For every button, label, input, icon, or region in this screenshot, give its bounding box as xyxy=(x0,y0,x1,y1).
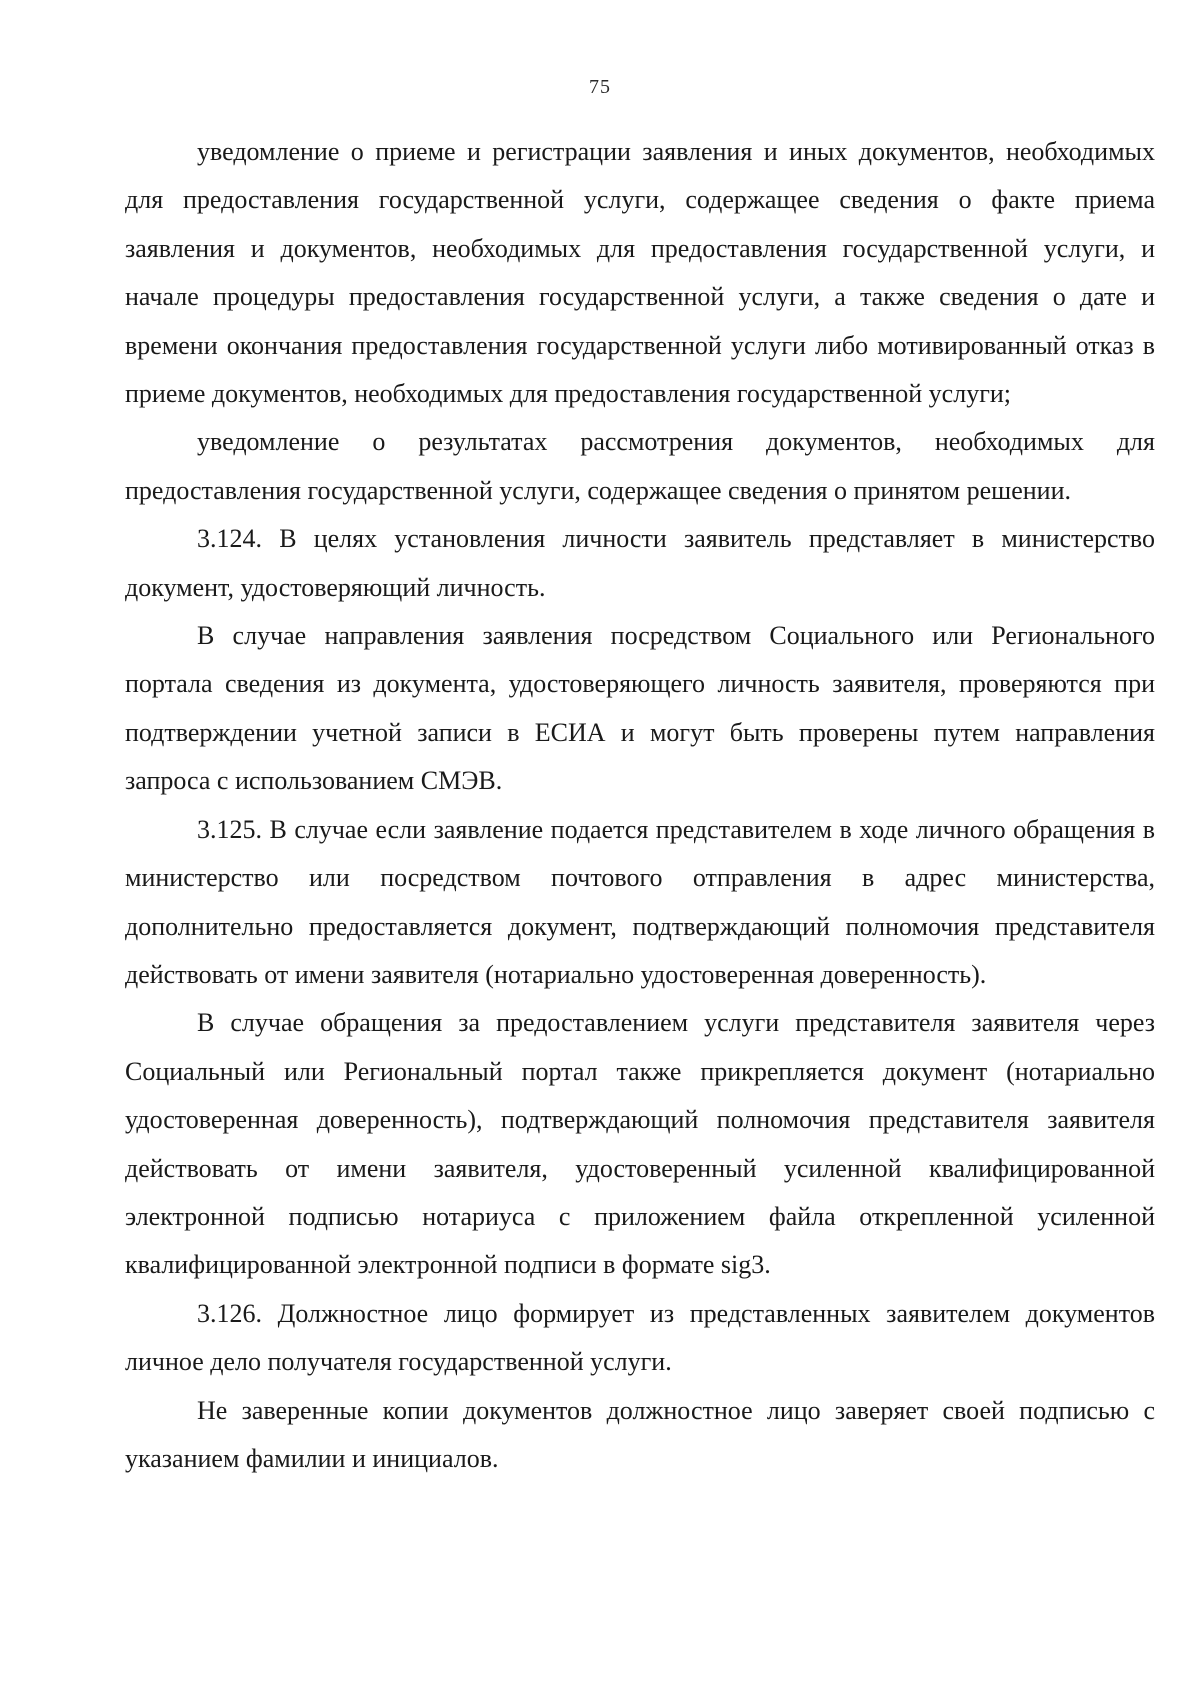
paragraph-representative-portal: В случае обращения за предоставлением услуги представителя заявителя через Социальный или Региональный портал также прикрепляется документ (нотариально удостоверенная доверенность), подтверждающий полномочия представителя заявителя действовать от имени заявителя, удостоверенный усиленной квалифицированной электронной подписью нотариуса с приложением файла открепленной усиленной квалифицированной электронной подписи в формате sig3. xyxy=(125,1008,1155,1280)
page-number: 75 xyxy=(589,76,611,98)
paragraph-notification-receipt: уведомление о приеме и регистрации заявления и иных документов, необходимых для предоставления государственной услуги, содержащее сведения о факте приема заявления и документов, необходимых для предоставления государственной услуги, и начале процедуры предоставления государственной услуги, а также сведения о дате и времени окончания предоставления государственной услуги либо мотивированный отказ в приеме документов, необходимых для предоставления государственной услуги; xyxy=(125,137,1155,409)
document-body xyxy=(125,128,1155,1483)
paragraph-notification-results: уведомление о результатах рассмотрения документов, необходимых для предоставления государственной услуги, содержащее сведения о принятом решении. xyxy=(125,427,1155,505)
paragraph-3-125: 3.125. В случае если заявление подается представителем в ходе личного обращения в министерство или посредством почтового отправления в адрес министерства, дополнительно предоставляется документ, подтверждающий полномочия представителя действовать от имени заявителя (нотариально удостоверенная доверенность). xyxy=(125,814,1155,989)
paragraph-uncertified-copies: Не заверенные копии документов должностное лицо заверяет своей подписью с указанием фамилии и инициалов. xyxy=(125,1395,1155,1473)
paragraph-3-126: 3.126. Должностное лицо формирует из представленных заявителем документов личное дело получателя государственной услуги. xyxy=(125,1298,1155,1377)
paragraph-3-124: 3.124. В целях установления личности заявитель представляет в министерство документ, удостоверяющий личность. xyxy=(125,524,1155,602)
paragraph-portal-identity: В случае направления заявления посредством Социального или Регионального портала сведения из документа, удостоверяющего личность заявителя, проверяются при подтверждении учетной записи в ЕСИА и могут быть проверены путем направления запроса с использованием СМЭВ. xyxy=(125,621,1155,796)
